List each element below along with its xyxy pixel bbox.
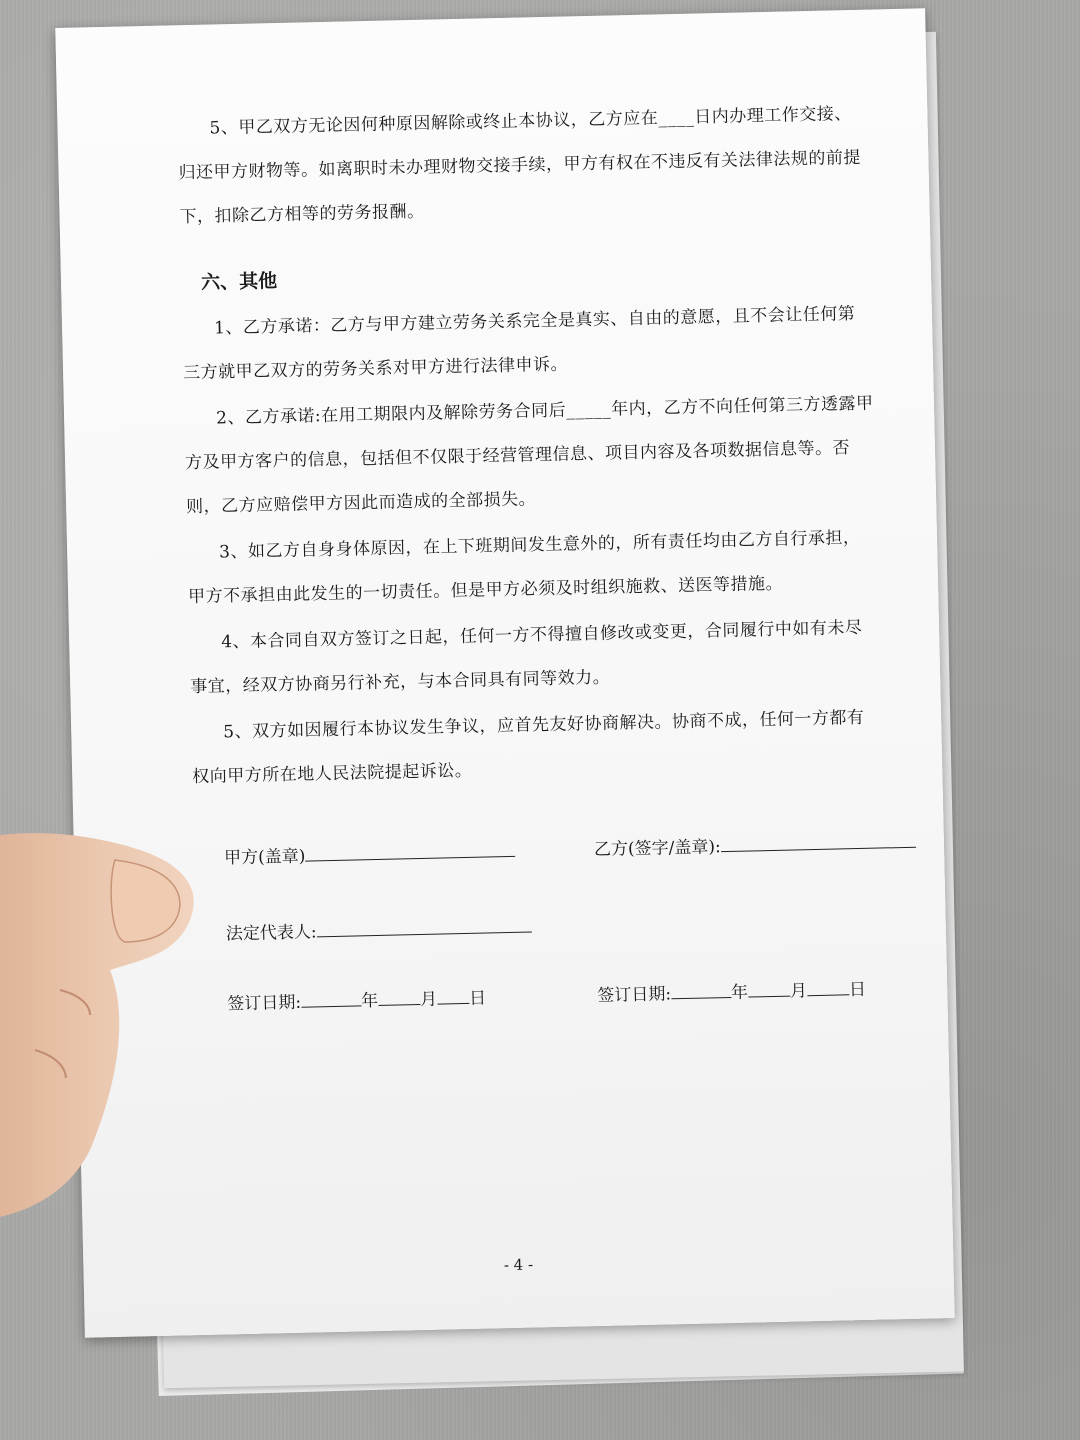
month-label: 月: [419, 989, 438, 1011]
date-day-blank: [807, 978, 849, 996]
sign-date-b: [597, 968, 867, 1018]
legal-rep-label: 法定代表人:: [225, 922, 317, 945]
sign-date-a: [227, 977, 487, 1027]
sign-date-label-a: 签订日期:: [227, 992, 302, 1015]
clause-5: 5、双方如因履行本协议发生争议，应首先友好协商解决。协商不成，任何一方都有权向甲方所在地人民法院提起诉讼。: [192, 707, 865, 788]
party-b-label: 乙方(签字/盖章):: [593, 837, 721, 861]
clause-paragraph-5: 5、甲乙双方无论因何种原因解除或终止本协议，乙方应在____日内办理工作交接、 归还甲方财物等。如离职时未办理财物交接手续，甲方有权在不违反有关法律法规的前提下，扣除乙方相等的劳务报酬。: [178, 103, 862, 228]
year-label: 年: [360, 990, 379, 1012]
hand-image: [0, 820, 200, 1220]
date-year-blank: [671, 981, 731, 999]
party-b-signature: [594, 821, 917, 872]
date-day-blank: [437, 987, 469, 1005]
date-year-blank: [301, 989, 361, 1007]
section-heading: 六、其他: [200, 270, 278, 294]
party-b-signature-line: [720, 831, 915, 852]
legal-rep-signature-line: [316, 915, 531, 937]
clause-3: 3、如乙方自身身体原因，在上下班期间发生意外的，所有责任均由乙方自行承担，甲方不承担由此发生的一切责任。但是甲方必须及时组织施救、送医等措施。: [187, 527, 861, 608]
date-month-blank: [378, 988, 420, 1006]
legal-representative: [225, 905, 532, 956]
page-number: - 4 -: [503, 1255, 534, 1275]
date-month-blank: [748, 980, 790, 998]
clause-4: 4、本合同自双方签订之日起，任何一方不得擅自修改或变更，合同履行中如有未尽事宜，经双方协商另行补充，与本合同具有同等效力。: [190, 617, 863, 698]
clause-1: 1、乙方承诺：乙方与甲方建立劳务关系完全是真实、自由的意愿，且不会让任何第三方就甲乙双方的劳务关系对甲方进行法律申诉。: [182, 303, 856, 384]
month-label: 月: [789, 981, 808, 1002]
party-a-label: 甲方(盖章): [223, 846, 306, 869]
party-a-signature: [224, 830, 516, 881]
day-label: 日: [468, 988, 487, 1009]
year-label: 年: [730, 982, 749, 1003]
clause-2: 2、乙方承诺:在用工期限内及解除劳务合同后_____年内，乙方不向任何第三方透露甲方及甲方客户的信息，包括但不仅限于经营管理信息、项目内容及各项数据信息等。否则，乙方应赔偿甲方因此而造成的全部损失。: [184, 393, 874, 518]
party-a-signature-line: [305, 840, 515, 862]
sign-date-label-b: 签订日期:: [597, 984, 672, 1006]
day-label: 日: [848, 979, 867, 1001]
